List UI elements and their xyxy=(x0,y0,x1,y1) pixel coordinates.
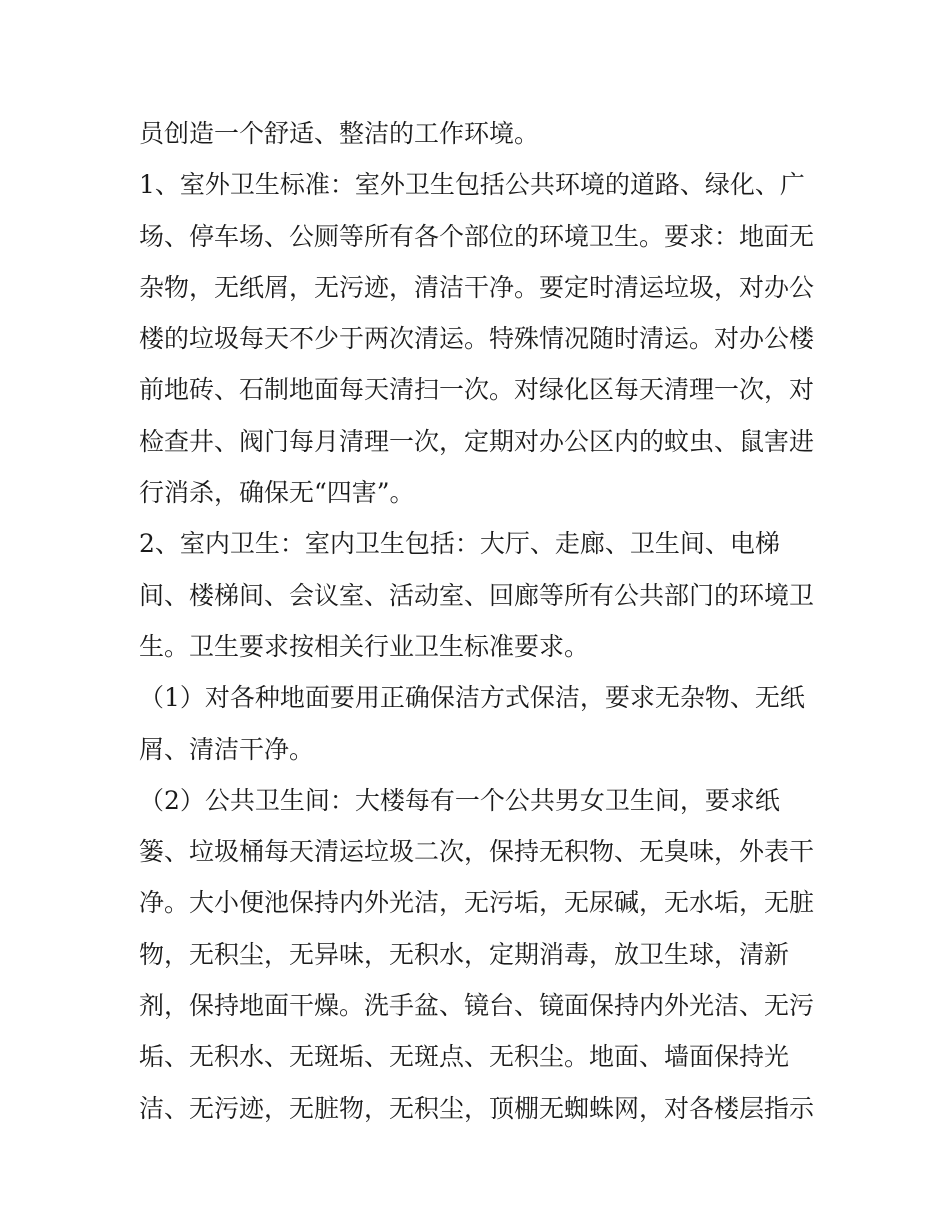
text-line: 间、楼梯间、会议室、活动室、回廊等所有公共部门的环境卫 xyxy=(139,580,815,610)
text-line: 1、室外卫生标准：室外卫生包括公共环境的道路、绿化、广 xyxy=(139,170,805,200)
text-line: 垢、无积水、无斑垢、无斑点、无积尘。地面、墙面保持光 xyxy=(139,1042,790,1072)
text-line: （1）对各种地面要用正确保洁方式保洁，要求无杂物、无纸 xyxy=(139,683,805,713)
text-line: 前地砖、石制地面每天清扫一次。对绿化区每天清理一次，对 xyxy=(139,375,815,405)
text-line: 杂物，无纸屑，无污迹，清洁干净。要定时清运垃圾，对办公 xyxy=(139,272,815,302)
text-line: 检查井、阀门每月清理一次，定期对办公区内的蚊虫、鼠害进 xyxy=(139,426,815,456)
text-line: 楼的垃圾每天不少于两次清运。特殊情况随时清运。对办公楼 xyxy=(139,324,815,354)
text-line: 生。卫生要求按相关行业卫生标准要求。 xyxy=(139,631,590,661)
text-line: 净。大小便池保持内外光洁，无污垢，无尿碱，无水垢，无脏 xyxy=(139,888,815,918)
text-line: （2）公共卫生间：大楼每有一个公共男女卫生间，要求纸 xyxy=(139,785,780,815)
text-line: 物，无积尘，无异味，无积水，定期消毒，放卫生球，清新 xyxy=(139,939,790,969)
text-line: 行消杀，确保无“四害”。 xyxy=(139,478,415,508)
text-line: 洁、无污迹，无脏物，无积尘，顶棚无蜘蛛网，对各楼层指示 xyxy=(139,1093,815,1123)
text-line: 场、停车场、公厕等所有各个部位的环境卫生。要求：地面无 xyxy=(139,221,815,251)
text-line: 员创造一个舒适、整洁的工作环境。 xyxy=(139,119,540,148)
text-line: 剂，保持地面干燥。洗手盆、镜台、镜面保持内外光洁、无污 xyxy=(139,991,815,1021)
document-body xyxy=(139,108,819,1134)
text-line: 2、室内卫生：室内卫生包括：大厅、走廊、卫生间、电梯 xyxy=(139,529,780,559)
text-line: 篓、垃圾桶每天清运垃圾二次，保持无积物、无臭味，外表干 xyxy=(139,837,815,867)
text-line: 屑、清洁干净。 xyxy=(139,734,315,764)
